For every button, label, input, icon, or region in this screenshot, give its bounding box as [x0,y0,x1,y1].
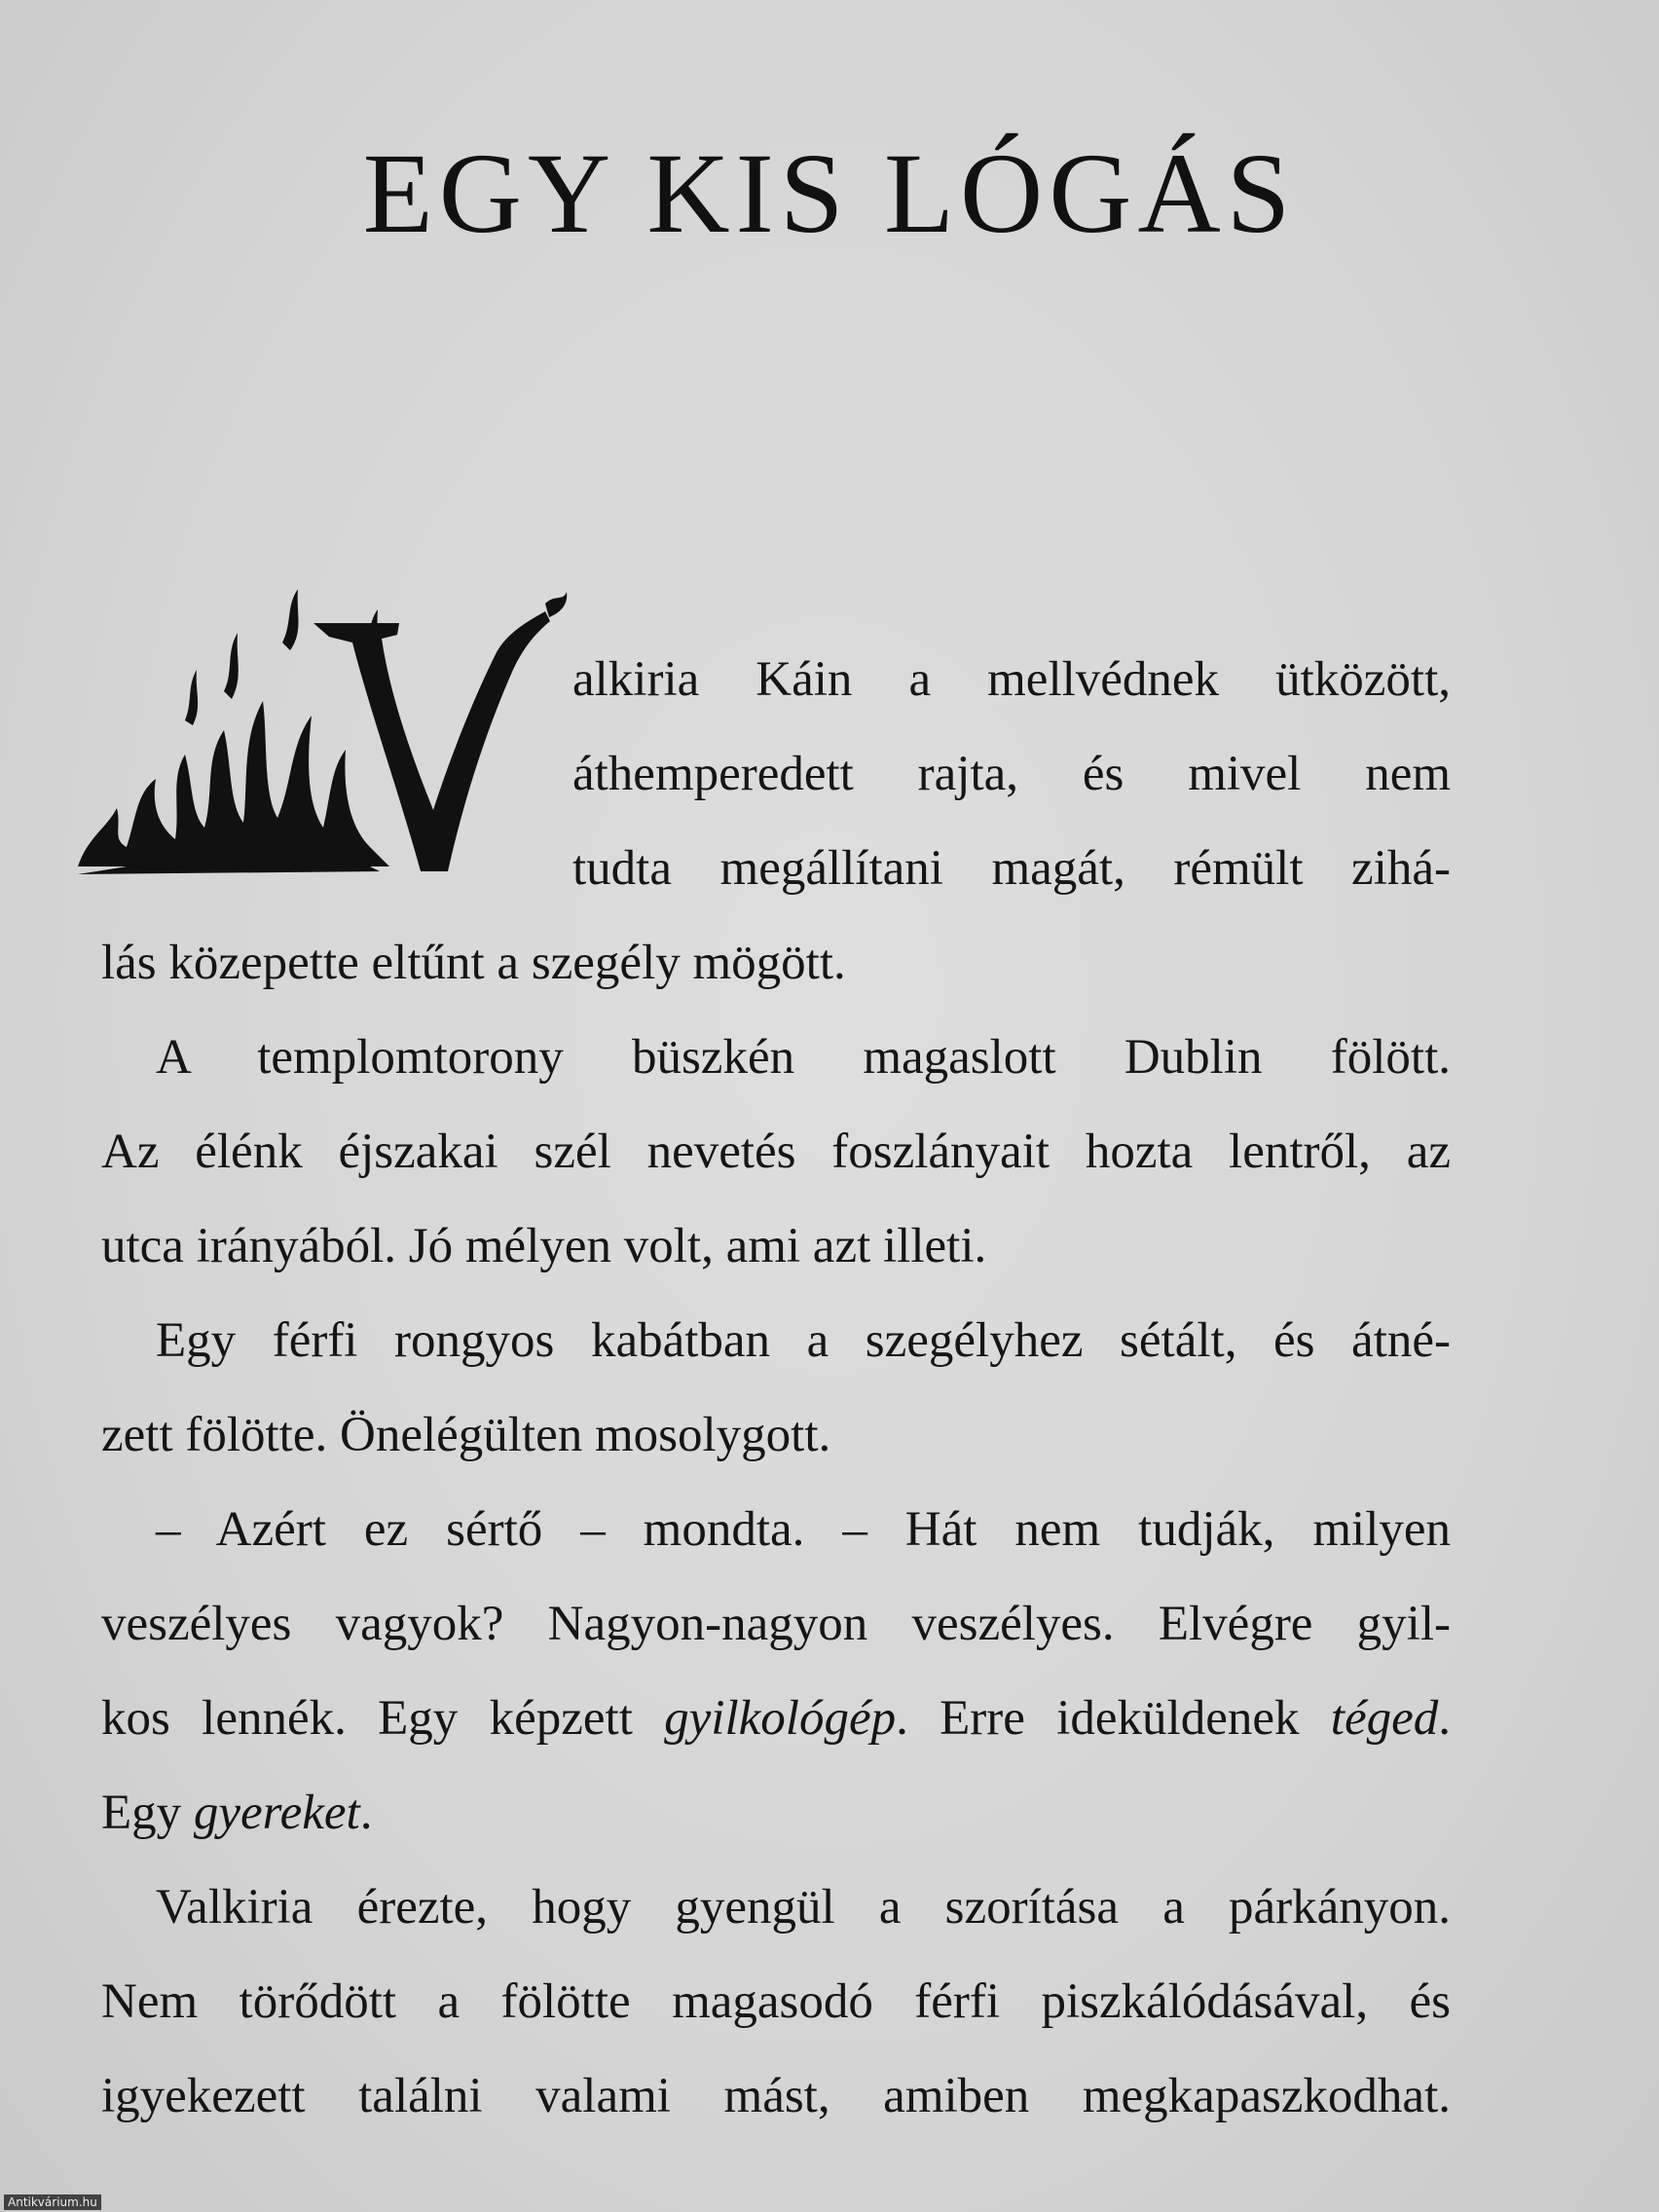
text-line [101,1766,1451,1861]
paragraph [101,1294,1451,1483]
text-line: áthemperedett rajta, és mivel nem [572,747,1451,801]
text-line: igyekezett találni valami mást, amiben megkapaszkodhat. [101,2069,1451,2123]
text-run: kos lennék. Egy képzett [101,1691,665,1746]
text-run: . [359,1786,373,1840]
text-line: A templomtorony büszkén magaslott Dublin fölött. [156,1030,1451,1085]
text-line: Nem törődött a fölötte magasodó férfi piszkálódásával, és [101,1974,1451,2029]
paragraph [101,1483,1451,1861]
text-line: Valkiria érezte, hogy gyengül a szorítása a párkányon. [156,1880,1451,1935]
text-run: . [1438,1691,1451,1746]
text-line: Egy férfi rongyos kabátban a szegélyhez sétált, és átné- [156,1313,1451,1368]
italic-text: gyereket [193,1786,360,1840]
italic-text: téged [1330,1691,1439,1746]
flame-tongue [545,592,567,617]
text-line: tudta megállítani magát, rémült zihá- [572,841,1451,896]
text-line [101,1672,1451,1766]
chapter-title: EGY KIS LÓGÁS [362,129,1297,257]
text-line: veszélyes vagyok? Nagyon-nagyon veszélyes. Elvégre gyil- [101,1597,1451,1651]
text-line: zett fölötte. Önelégülten mosolygott. [101,1408,831,1462]
paragraph [101,1861,1451,2144]
text-line: alkiria Káin a mellvédnek ütközött, [572,652,1451,707]
text-line: – Azért ez sértő – mondta. – Hát nem tudják, milyen [156,1502,1451,1557]
paragraph [101,633,1451,1011]
text-line: Az élénk éjszakai szél nevetés foszlányait hozta lentről, az [101,1124,1451,1179]
chapter-text [101,633,1451,2144]
text-line: lás közepette eltűnt a szegély mögött. [101,936,846,990]
text-run: Egy [101,1786,194,1840]
text-line: utca irányából. Jó mélyen volt, ami azt illeti. [101,1219,987,1273]
paragraph [101,1011,1451,1294]
text-run: . Erre ideküldenek [896,1691,1331,1746]
source-watermark: Antikvárium.hu [4,2194,101,2210]
italic-text: gyilkológép [664,1691,897,1746]
